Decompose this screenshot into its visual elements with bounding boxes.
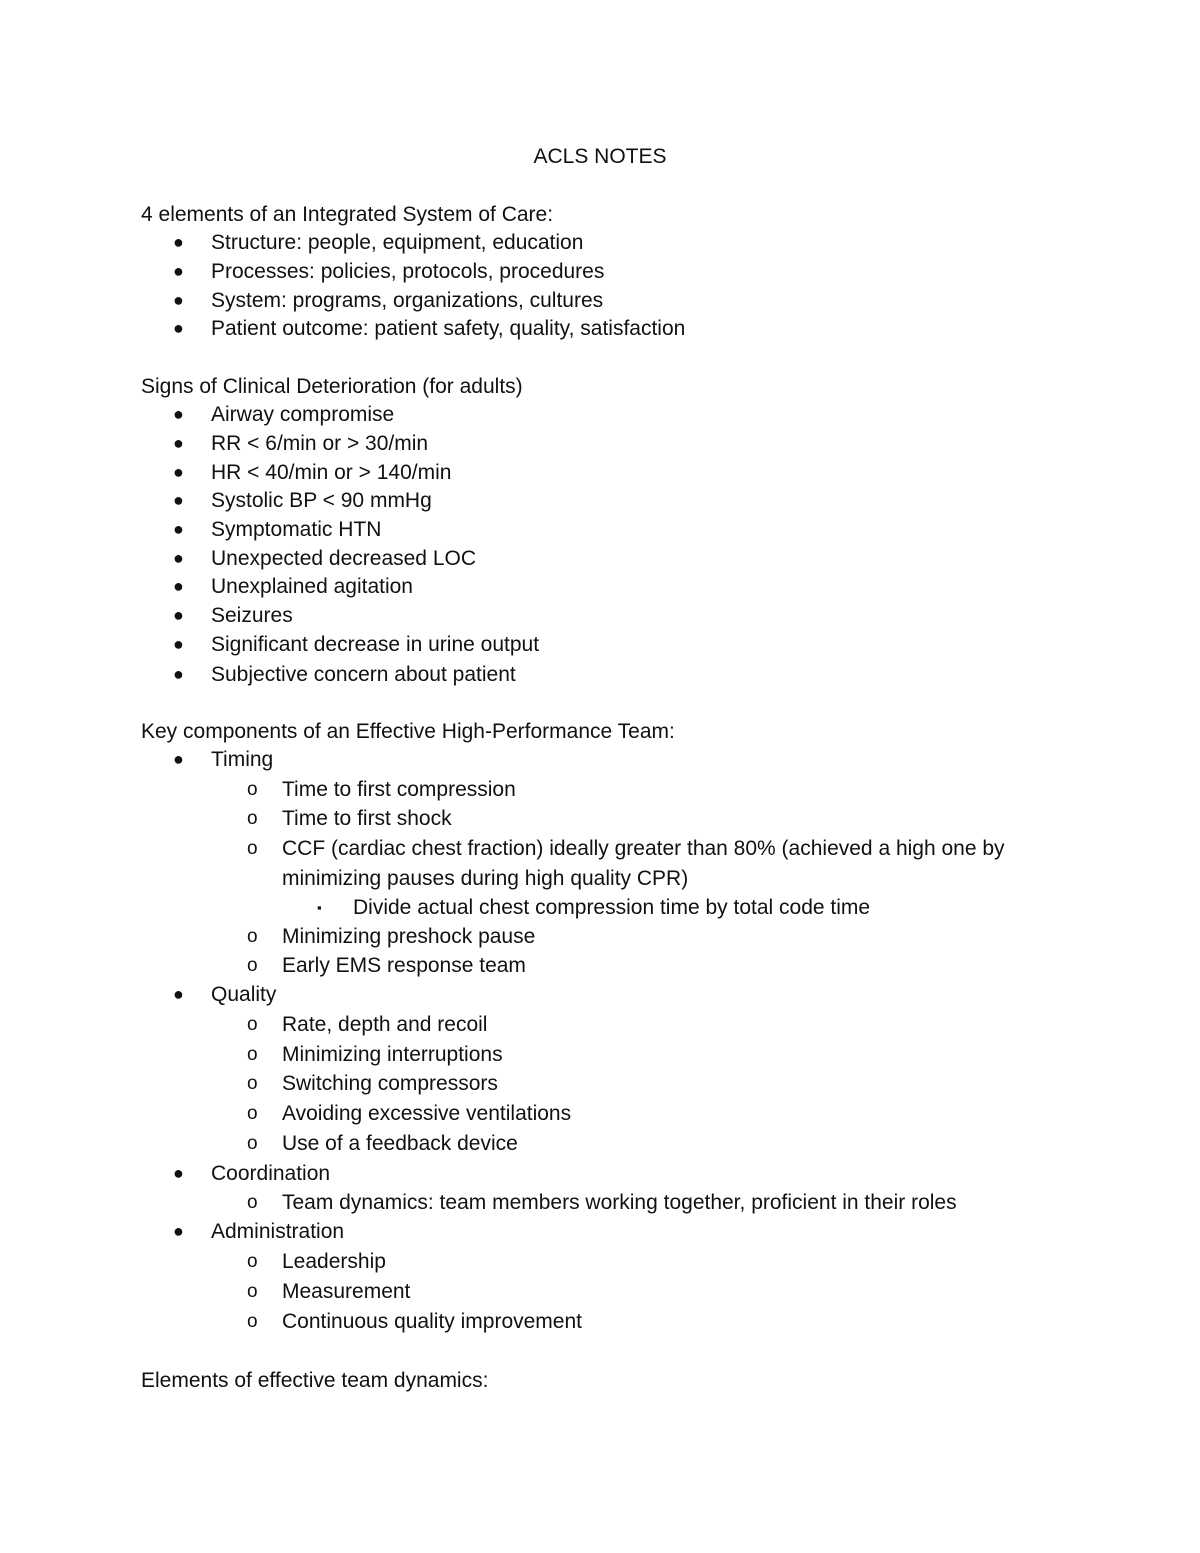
list-item-text: RR < 6/min or > 30/min (211, 432, 429, 455)
bullet-icon: ● (173, 605, 184, 625)
bullet-icon: ● (173, 290, 184, 310)
sub-list-item (247, 1040, 503, 1069)
list-item-text: Seizures (211, 604, 293, 627)
list-item-text: Coordination (211, 1162, 331, 1185)
circle-bullet-icon: o (247, 1133, 258, 1154)
list-item (173, 515, 382, 544)
list-item-text: Unexplained agitation (211, 575, 413, 598)
sub-list-item (247, 1307, 582, 1336)
list-item-text: Timing (211, 748, 274, 771)
list-item-text: Structure: people, equipment, education (211, 231, 584, 254)
sub-list-item (247, 922, 536, 951)
circle-bullet-icon: o (247, 1251, 258, 1272)
list-item-text: Subjective concern about patient (211, 663, 516, 686)
sub-list-item-text: Leadership (282, 1250, 386, 1273)
list-item (173, 660, 516, 689)
list-item-text: Processes: policies, protocols, procedures (211, 260, 605, 283)
circle-bullet-icon: o (247, 955, 258, 976)
list-item (173, 486, 432, 515)
list-item (173, 630, 540, 659)
circle-bullet-icon: o (247, 838, 258, 859)
sub-list-item (247, 1010, 488, 1039)
sub-list-item (247, 1099, 572, 1128)
bullet-icon: ● (173, 1221, 184, 1241)
bullet-icon: ● (173, 634, 184, 654)
sub-list-item (247, 1247, 386, 1276)
list-item-text: Quality (211, 983, 277, 1006)
list-item-coordination (173, 1159, 331, 1188)
bullet-icon: ● (173, 404, 184, 424)
list-item-text: Patient outcome: patient safety, quality, satisfaction (211, 317, 686, 340)
circle-bullet-icon: o (247, 1044, 258, 1065)
bullet-icon: ● (173, 548, 184, 568)
section-heading-team-dynamics: Elements of effective team dynamics: (141, 1369, 489, 1392)
circle-bullet-icon: o (247, 779, 258, 800)
sub-list-item (247, 1277, 411, 1306)
sub-list-item-text: Rate, depth and recoil (282, 1013, 488, 1036)
sub-list-item (247, 834, 1022, 894)
circle-bullet-icon: o (247, 1014, 258, 1035)
bullet-icon: ● (173, 261, 184, 281)
sub-list-item-text: Use of a feedback device (282, 1132, 518, 1155)
list-item (173, 544, 476, 573)
sub-list-item-text: Team dynamics: team members working together, proficient in their roles (282, 1191, 957, 1214)
bullet-icon: ● (173, 232, 184, 252)
list-item-text: Unexpected decreased LOC (211, 547, 476, 570)
list-item (173, 286, 604, 315)
sub-sub-list-item-text: Divide actual chest compression time by total code time (353, 896, 871, 919)
sub-list-item-text: Continuous quality improvement (282, 1310, 582, 1333)
sub-list-item-text: Minimizing preshock pause (282, 925, 536, 948)
circle-bullet-icon: o (247, 926, 258, 947)
sub-list-item-text: Time to first compression (282, 778, 516, 801)
sub-list-item (247, 951, 526, 980)
sub-sub-list-item (317, 893, 871, 922)
list-item (173, 572, 413, 601)
sub-list-item (247, 1069, 498, 1098)
sub-list-item-text: Early EMS response team (282, 954, 526, 977)
list-item (173, 400, 395, 429)
square-bullet-icon: ▪ (317, 900, 322, 915)
bullet-icon: ● (173, 318, 184, 338)
section-heading-clinical-deterioration: Signs of Clinical Deterioration (for adults) (141, 375, 523, 398)
circle-bullet-icon: o (247, 1103, 258, 1124)
bullet-icon: ● (173, 1163, 184, 1183)
sub-list-item-text: Time to first shock (282, 807, 452, 830)
document-title: ACLS NOTES (533, 145, 667, 168)
list-item-quality (173, 980, 277, 1009)
list-item-text: Significant decrease in urine output (211, 633, 540, 656)
list-item (173, 314, 686, 343)
sub-list-item (247, 1188, 957, 1217)
bullet-icon: ● (173, 576, 184, 596)
bullet-icon: ● (173, 664, 184, 684)
bullet-icon: ● (173, 519, 184, 539)
list-item-text: HR < 40/min or > 140/min (211, 461, 452, 484)
list-item-text: Administration (211, 1220, 345, 1243)
sub-list-item-text: Switching compressors (282, 1072, 498, 1095)
circle-bullet-icon: o (247, 1311, 258, 1332)
bullet-icon: ● (173, 749, 184, 769)
sub-list-item (247, 804, 452, 833)
list-item (173, 257, 605, 286)
bullet-icon: ● (173, 462, 184, 482)
list-item (173, 429, 429, 458)
sub-list-item (247, 1129, 518, 1158)
list-item-text: Systolic BP < 90 mmHg (211, 489, 432, 512)
list-item-text: Symptomatic HTN (211, 518, 382, 541)
list-item (173, 458, 452, 487)
section-heading-high-performance-team: Key components of an Effective High-Performance Team: (141, 720, 675, 743)
circle-bullet-icon: o (247, 1073, 258, 1094)
circle-bullet-icon: o (247, 1192, 258, 1213)
sub-list-item-text: Avoiding excessive ventilations (282, 1102, 572, 1125)
sub-list-item-text: Measurement (282, 1280, 411, 1303)
list-item (173, 601, 293, 630)
circle-bullet-icon: o (247, 1281, 258, 1302)
sub-list-item (247, 775, 516, 804)
bullet-icon: ● (173, 984, 184, 1004)
bullet-icon: ● (173, 433, 184, 453)
list-item-text: System: programs, organizations, cultures (211, 289, 604, 312)
sub-list-item-text: CCF (cardiac chest fraction) ideally greater than 80% (achieved a high one by minimizing pauses during high quality CPR) (282, 837, 1005, 890)
circle-bullet-icon: o (247, 808, 258, 829)
list-item-text: Airway compromise (211, 403, 395, 426)
bullet-icon: ● (173, 490, 184, 510)
sub-list-item-text: Minimizing interruptions (282, 1043, 503, 1066)
list-item (173, 228, 584, 257)
list-item-timing (173, 745, 274, 774)
list-item-administration (173, 1217, 345, 1246)
section-heading-integrated-system: 4 elements of an Integrated System of Care: (141, 203, 554, 226)
